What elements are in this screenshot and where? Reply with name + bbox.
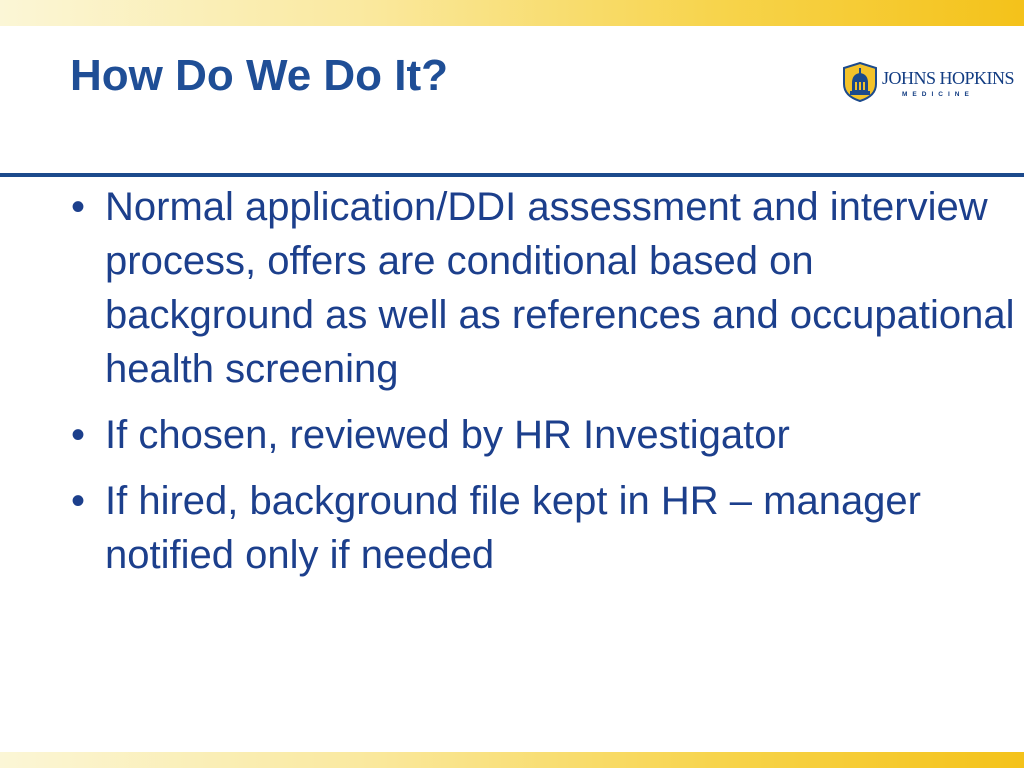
bottom-gold-band bbox=[0, 752, 1024, 768]
top-gold-band bbox=[0, 0, 1024, 26]
title-divider bbox=[0, 173, 1024, 177]
bullet-item bbox=[0, 180, 1024, 396]
bullet-text: If hired, background file kept in HR – manager notified only if needed bbox=[105, 479, 921, 577]
slide-title: How Do We Do It? bbox=[70, 51, 449, 100]
johns-hopkins-logo bbox=[842, 62, 1015, 106]
bullet-icon: • bbox=[71, 413, 86, 457]
bullet-item bbox=[0, 474, 1024, 582]
logo-name: JOHNS HOPKINS bbox=[882, 68, 1015, 88]
bullet-text: Normal application/DDI assessment and interview process, offers are conditional based on background as well as references and occupational health screening bbox=[105, 185, 1015, 391]
bullet-icon: • bbox=[71, 479, 86, 523]
logo-subtitle: MEDICINE bbox=[902, 91, 974, 98]
bullet-icon: • bbox=[71, 185, 86, 229]
bullet-item bbox=[0, 408, 1024, 462]
bullet-text: If chosen, reviewed by HR Investigator bbox=[105, 413, 790, 457]
dome-shield-icon bbox=[842, 62, 878, 102]
bullet-list bbox=[0, 180, 1024, 594]
